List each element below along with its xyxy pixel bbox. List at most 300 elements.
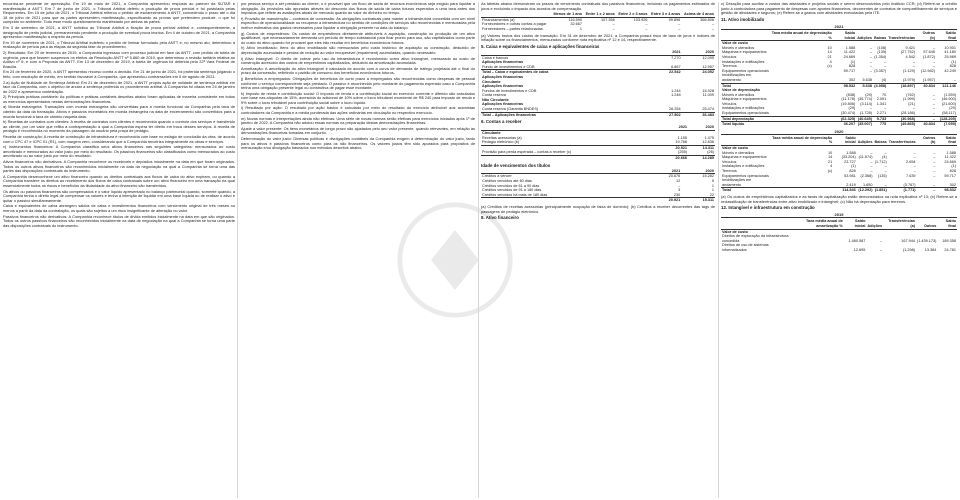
table-cell: – (880, 247, 883, 252)
table-cell: – (933, 155, 936, 160)
row-label: Fornecedores – partes relacionadas (482, 26, 543, 31)
row-label: Aplicações financeiras (482, 84, 524, 89)
table-cell: (29) (848, 106, 856, 111)
table-cell: 302 (848, 77, 856, 82)
column-header: Transferências (888, 136, 917, 146)
table-cell: 40.834 (916, 83, 936, 88)
table-cell: (62.325) (833, 116, 856, 122)
table-cell: – (678, 183, 681, 188)
table-cell: 230 (673, 192, 681, 197)
table-cell: – (645, 22, 648, 27)
row-label: Imobilizações em andamento (722, 73, 752, 82)
table-cell: – (912, 106, 916, 111)
row-label: Instalações e edificações (722, 164, 765, 169)
table-cell: (1.728) (859, 111, 872, 116)
table-cell: 24.781 (944, 247, 956, 252)
table-cell: 5.638 (856, 83, 873, 88)
table-cell: (108) (877, 45, 887, 50)
table-cell: (3.357) (874, 68, 887, 73)
table-cell: 10 (827, 45, 832, 50)
table-cell: (135) (877, 50, 887, 55)
paragraph: Passivos financeiros não derivativos: A Companhia reconhece títulos de dívida emitidos inicialmente na data em que são originados. Todos os outros passivos financeiros são reconhecidos inicialmente na data de negociação na qual a Companhia se torna uma parte das disposições contratuais do instrumento. (3, 213, 235, 228)
section-title: 12. Intangível e infraestrutura em construção (721, 205, 815, 211)
row-label: Equipamentos operacionais (722, 68, 769, 73)
table-cell: 14.285 (688, 156, 715, 161)
table-cell: 36.483 (682, 112, 715, 117)
column-header: Adições (857, 136, 874, 146)
table-cell: (1.771) (888, 188, 917, 193)
column-header: Baixas (873, 31, 887, 41)
column-header: Transferências (887, 31, 916, 41)
table-cell: (1.872) (922, 54, 936, 59)
table-cell: (1.712) (874, 159, 887, 164)
table-cell: 5 (711, 179, 714, 184)
table-cell: 19.766 (675, 140, 688, 145)
table-cell: – (678, 22, 681, 27)
table-cell: 1.155 (677, 135, 688, 140)
table-cell: (1.957) (922, 77, 936, 82)
table-cell: 20.921 (648, 198, 682, 203)
table-cell: (35.007) (857, 122, 872, 127)
column-header: 2020 (681, 169, 715, 174)
row-label: Móveis e utensílios (722, 45, 755, 50)
table-cell: – (870, 159, 873, 164)
row-label: Equipamentos operacionais (722, 173, 769, 178)
table-cell: – (711, 22, 714, 27)
table-cell: (762) (906, 92, 916, 97)
table-cell: 103.926 (633, 17, 648, 22)
table-cell: 59.717 (944, 173, 956, 178)
table-cell: 2.654 (906, 159, 916, 164)
table-cell: 24.669 (944, 159, 956, 164)
column-header: Saldo final (936, 31, 957, 41)
table-cell: 41.180 (944, 50, 956, 55)
table-cell: (30.474) (841, 111, 856, 116)
row-label (481, 198, 648, 203)
table-header-row (721, 219, 957, 229)
paragraph: (a) Os custos de empréstimos capitalizados e as taxas de capitalização estão demonstrados na nota explicativa nº 13; (b) Refere-se a reclassificação de transferências entre ativo imobilizado e intangível; (c) Não há depreciação para terrenos. (721, 193, 957, 204)
table-row (721, 188, 957, 193)
row-label: Conta reserva (Garantia BNDES) (482, 107, 539, 112)
table-cell: (1.999) (903, 97, 916, 102)
column-header: Outros (916, 219, 937, 229)
row-label: Veículos (722, 159, 737, 164)
table-cell (790, 234, 844, 243)
table-cell: 1 (711, 183, 714, 188)
row-label: Instalações e edificações (722, 106, 765, 111)
column-header (721, 31, 770, 41)
paragraph: 2.a) Ação de Nulidade de Sentença Arbitral: Em 21 de dezembro de 2021, a ANTT propôs ação de nulidade de sentença arbitral em face da Companhia, com o objetivo de anular a sentença proferida no procedimento arbitral. A Companhia foi citada em 24 de janeiro de 2022 e apresentou contestação. (3, 79, 235, 94)
column-header: Acima de 4 anos (681, 12, 715, 17)
table-cell: (1.129) (903, 68, 916, 73)
table-cell: (12.292) (858, 188, 873, 193)
table-row (721, 178, 957, 188)
row-label: Aplicações financeiras (482, 102, 524, 107)
row-label: Créditos vencidos de 91 a 180 dias (482, 188, 542, 193)
table-cell: 167.944 (901, 238, 915, 243)
table-cell: 59.717 (843, 68, 856, 73)
table-cell: 3 (678, 188, 681, 193)
table-cell: 116.590 (568, 17, 582, 22)
year-header: 2019 (721, 212, 957, 218)
paragraph: Ativos financeiros não derivativos: A Companhia reconhece os recebíveis e depósitos inicialmente na data em que foram originados. Todos os outros ativos financeiros são reconhecidos inicialmente na data da negociação na qual a Companhia se torna uma das partes das disposições contratuais do instrumento. (3, 159, 235, 174)
table-cell: 9.421 (905, 45, 916, 50)
table-cell: (c) (827, 64, 832, 69)
row-label: Créditos vencidos de 61 a 90 dias (482, 183, 540, 188)
table-cell: – (913, 155, 916, 160)
paragraph: f) Provisão de manutenção – contratos de concessão: As obrigações contratuais para manter a infraestrutura concedida com um nível específico de operacionalidade ou recuperar a infraestrutura no sentido de condições de serviços são reconhecidas e mensuradas pela melhor estimativa dos gastos necessários para liquidar a obrigação presente na data do balanço. (241, 15, 475, 30)
section-title: Idade de vencimentos dos títulos (481, 162, 551, 168)
table-cell: 57.645 (923, 50, 936, 55)
table-cell: 828 (848, 64, 856, 69)
row-label: Total (721, 188, 770, 193)
table-cell: – (884, 64, 887, 69)
row-label: Total – Aplicações financeiras (481, 112, 648, 117)
row-label: Receitas acessórias (a) (482, 135, 522, 140)
paragraph: Caixa e equivalentes de caixa abrangem saldos de caixa e investimentos financeiros com vencimento original de três meses ou menos a partir da data da contratação, os quais são sujeitos a um risco insignificante de alteração no valor. (3, 203, 235, 213)
paragraph: 2) Resultado: Em 20 de fevereiro de 2019, a Companhia ingressou com processo judicial em face da ANTT, com pedido de tutela de urgência, para que fossem suspensos os efeitos da Resolução ANTT nº 5.860 de 2019, que determinou a revisão tarifária relativa ao Aditivo nº 6, e com a Proposta da ANTT. Em 13 de dezembro de 2019, a tutela de urgência foi deferida pela 22ª Vara Federal de Brasília. (3, 49, 235, 69)
table-cell: 5.733 (873, 116, 887, 122)
row-label: Valor de custo (722, 229, 748, 234)
column-header: 2021 (648, 50, 681, 55)
table-cell: – (869, 106, 872, 111)
paragraph: i) Ativo intangível: O direito de cobrar pelo uso da infraestrutura é reconhecido como ativo intangível, mensurado ao custo de construção acrescido dos custos de empréstimos capitalizados, deduzido da amortização acumulada. (241, 55, 475, 66)
row-label: Direitos de uso de sistemas informatizados (722, 243, 769, 252)
table-cell: 32.667 (570, 22, 582, 27)
table-cell: 10 (828, 150, 833, 155)
row-label: Máquinas e equipamentos (722, 155, 767, 160)
table-row (721, 122, 957, 127)
table-cell: 1.475 (704, 135, 714, 140)
column-header: Saldo inicial (833, 31, 856, 41)
table-cell: 25.989 (944, 54, 956, 59)
table-cell: 2.051 (876, 97, 887, 102)
table-row (481, 112, 715, 117)
row-label: Terrenos (722, 64, 737, 69)
imobilizado-2021-table (721, 31, 957, 127)
table-cell: – (869, 54, 872, 59)
aging-table (481, 169, 715, 203)
column-header: Saldo final (937, 219, 957, 229)
table-cell: 5.638 (862, 77, 872, 82)
paragraph: a) Moeda estrangeira: Transações com moeda estrangeira são convertidas para a moeda funcional da Companhia pela taxa de câmbio da data da transação. Ativos e passivos monetários em moeda estrangeira na data de encerramento são convertidos para a moeda funcional à taxa de câmbio naquela data. (3, 104, 235, 119)
row-label: Veículos (722, 101, 737, 106)
table-row (481, 198, 715, 203)
table-cell: (135) (877, 173, 887, 178)
row-label: Aplicações financeiras (482, 74, 524, 79)
table-cell: 21 (827, 54, 832, 59)
column-header: Taxa média anual de depreciação % (772, 135, 833, 145)
table-cell: (18.897) (887, 83, 916, 88)
table-cell: 11.422 (843, 50, 856, 55)
column-divider (478, 2, 479, 498)
section-title: 6. Contas a receber (481, 119, 522, 125)
paragraph: Em 24 de fevereiro de 2020, a ANTT apresentou recurso contra a decisão. Em 21 de junho de 2021, foi proferida sentença julgando o feito, com resolução de mérito, em sentido favorável à Companhia, que apresentou contrarrazões em 5 de agosto de 2021. (3, 69, 235, 79)
table-cell: (c) (827, 169, 833, 174)
row-label: Equipamentos operacionais (722, 111, 769, 116)
table-cell: – (870, 150, 873, 155)
table-cell: 24.052 (682, 70, 715, 75)
table-cell: (27.752) (900, 50, 916, 55)
table-cell (770, 122, 833, 127)
row-label: Créditos a vencer (482, 174, 512, 179)
table-cell: 1.650 (862, 182, 873, 187)
table-cell: 12.095 (702, 55, 714, 60)
paragraph: Ajuste a valor presente: Os itens monetários de longo prazo são ajustados pelo seu valor presente, quando relevantes, em relação às demonstrações financeiras tomadas em conjunto. (241, 125, 475, 136)
column-3 (481, 2, 715, 498)
table-cell (790, 243, 844, 252)
column-divider (237, 2, 238, 498)
table-cell: 1.588 (946, 150, 956, 155)
paragraph: c) Desação para auxiliar a custos das atividades e projetos sociais e serem desenvolvidos pelo Instituto CCR; (d) Refere-se a crédito junto à controladora para pagamento de despesas com aportes financeiros, decorrentes de contratos de compartilhamento de serviços e gestão de atividades e seguros; (e) Refere-se a gastos com atividades executadas pela ITE. (721, 2, 957, 16)
column-header: 2020 (688, 125, 715, 130)
table-cell: (21.600) (941, 101, 956, 106)
table-cell: (3.979) (903, 77, 916, 82)
table-row (481, 27, 715, 32)
table-cell: 828 (949, 64, 956, 69)
table-cell: 14 (827, 50, 832, 55)
paragraph: g) Custos de empréstimos: Os custos de empréstimos diretamente atribuíveis à aquisição, construção ou produção de um ativo qualificável, que necessariamente demanda um período de tempo substancial para ficar pronto para uso, são capitalizados como parte do custo do ativo quando for provável que eles irão resultar em benefícios econômicos futuros. (241, 30, 475, 45)
table-cell: (3.767) (903, 182, 916, 187)
paragraph: 2) Principais práticas contábeis: As políticas e práticas contábeis descritas abaixo foram aplicadas de maneira consistente em todos os exercícios apresentados nestas demonstrações financeiras. (3, 94, 235, 104)
table-cell: 22.542 (648, 70, 681, 75)
table-cell: (11.574) (858, 155, 873, 160)
paragraph: Amortização: A amortização do ativo intangível é calculada de acordo com a curva de demanda de tráfego projetada até o final do prazo da concessão, refletindo o padrão de consumo dos benefícios econômicos futuros. (241, 65, 475, 76)
table-cell: 2.419 (846, 182, 856, 187)
table-cell: 1.341 (876, 101, 887, 106)
table-cell: 22 (709, 192, 714, 197)
table-cell: 11.009 (702, 93, 714, 98)
table-cell: (1) (851, 164, 856, 169)
paragraph: b) Receitas de contratos com clientes: A receita de contratos com clientes é reconhecida quando o controle dos serviços é transferido ao cliente, por um valor que reflita a contraprestação à qual a Companhia espera ter direito em troca desses serviços. A receita de pedágio é reconhecida no momento da passagem do usuário pela praça de pedágio. (3, 119, 235, 134)
year-header: 2021 (721, 24, 957, 30)
table-cell: 302 (949, 182, 956, 187)
table-cell: 1.460.587 (848, 238, 866, 243)
row-label: Máquinas e equipamentos (722, 97, 767, 102)
paragraph: c) Instrumentos financeiros: A Companhia classifica seus ativos financeiros nas seguintes categorias: mensurados ao custo amortizado e mensurados ao valor justo por meio do resultado. Os passivos financeiros são classificados como mensurados ao custo amortizado ou ao valor justo por meio do resultado. (3, 144, 235, 159)
table-cell: 53.981 (844, 173, 856, 178)
column-header: Baixas (874, 136, 888, 146)
table-cell: – (933, 150, 936, 155)
table-cell: – (870, 169, 873, 174)
table-cell: (21) (908, 101, 916, 106)
row-label: Veículos (722, 54, 737, 59)
table-cell: 12.836 (702, 140, 714, 145)
table-cell: (35.774) (857, 97, 872, 102)
imobilizado-2020-table (721, 136, 957, 193)
table-cell: (46.900) (941, 97, 956, 102)
column-header: Entre 3 e 4 anos (649, 12, 682, 17)
table-cell: 7.639 (906, 173, 916, 178)
table-cell: 15.928 (702, 88, 714, 93)
row-label (481, 156, 661, 161)
table-cell: 1.248 (671, 93, 681, 98)
table-cell: 1.588 (845, 45, 856, 50)
table-cell: 15.282 (702, 174, 714, 179)
table-cell: 27.502 (648, 112, 681, 117)
table-cell: – (869, 64, 872, 69)
table-cell: 98.532 (936, 188, 957, 193)
table-cell: 23.727 (844, 159, 856, 164)
table-cell: (1.851) (874, 188, 887, 193)
table-cell: – (932, 92, 936, 97)
table-cell: 12 (676, 179, 681, 184)
row-label: Créditos vencidos até 60 dias (482, 179, 532, 184)
table-cell: 1 (711, 188, 714, 193)
row-label: Fornecedores e outras contas a pagar (482, 22, 547, 27)
table-cell: 12.957 (702, 64, 714, 69)
table-cell: 121.146 (936, 83, 957, 88)
table-cell: (1) (951, 59, 956, 64)
table-cell: (1.559) (943, 92, 956, 97)
table-cell: 10.901 (944, 45, 956, 50)
table-cell: – (913, 169, 916, 174)
table-cell: – (933, 173, 936, 178)
table-cell: 775 (873, 122, 887, 127)
table-cell: (29) (865, 92, 872, 97)
table-cell: 42.249 (944, 68, 956, 73)
column-4 (721, 2, 957, 498)
table-cell: 26.254 (669, 107, 681, 112)
row-label: Fundo de investimentos e CDB (482, 64, 535, 69)
column-header: Taxa média anual de amortização % (790, 219, 844, 229)
table-cell: (2.368) (860, 173, 873, 178)
table-cell: (1.439.173) (916, 238, 937, 243)
row-label: Total líquido (721, 122, 770, 127)
table-cell: (33.204) (841, 155, 856, 160)
table-cell: 4 (829, 59, 832, 64)
table-row (721, 243, 957, 252)
table-cell: (58.117) (942, 111, 956, 116)
table-cell: 36.207 (833, 122, 856, 127)
column-header: 2021 (648, 169, 682, 174)
table-cell (770, 73, 833, 83)
row-label: Valor de custo (722, 41, 748, 46)
table-cell: (1) (850, 59, 856, 64)
table-cell: (838) (846, 92, 856, 97)
column-header: Menos de 1 ano (551, 12, 583, 17)
table-cell: 25.474 (702, 107, 714, 112)
table-cell: – (884, 59, 887, 64)
table-cell: 20.666 (661, 156, 688, 161)
table-cell: – (932, 101, 936, 106)
paragraph: j) Benefícios a empregados: Obrigações de benefícios de curto prazo a empregados são reconhecidas como despesas de pessoal conforme o serviço correspondente seja prestado. O passivo é reconhecido pelo montante do pagamento esperado caso a Companhia tenha uma obrigação presente legal ou construtiva de pagar esse montante. (241, 75, 475, 91)
column-header: Adições (866, 219, 883, 229)
row-label: Fundos de investimentos e CDB (482, 88, 537, 93)
row-label: Conta reserva (482, 93, 506, 98)
paragraph: Em 3 de setembro de 2021, a ANTT solicitou ao Tribunal Arbitral a fixação de prova pericial arbitral e, consequentemente, a designação de perito judicial, permanecendo pendente a produção de eventual prova técnica. Em 4 de outubro de 2021, a Companhia apresentou manifestação a respeito da perícia. (3, 24, 235, 40)
table-cell: – (884, 169, 887, 174)
column-header: 2021 (661, 125, 688, 130)
row-label: Financiamentos (a) (482, 17, 515, 22)
paragraph: Em 19 de novembro de 2021, o Tribunal Arbitral indeferiu o pedido de liminar formulado pela ANTT e, no mesmo ato, determinou a realização de perícia para as etapas da segunda fase do procedimento. (3, 39, 235, 50)
table-cell: – (884, 164, 887, 169)
table-cell: (12.982) (920, 68, 936, 73)
table-cell: 1.588 (846, 150, 856, 155)
table-cell: (1.298) (902, 247, 915, 252)
table-cell: – (933, 182, 936, 187)
table-cell: – (884, 106, 887, 111)
table-cell: – (884, 150, 887, 155)
table-cell: (40.645) (857, 116, 872, 121)
row-label: Valor de depreciação (722, 88, 760, 93)
table-cell: (11.178) (841, 97, 856, 102)
table-cell: – (869, 45, 872, 50)
column-header: Saldo inicial (844, 219, 867, 229)
row-label: Valor de custo (722, 146, 748, 151)
table-cell: – (933, 164, 936, 169)
column-1 (3, 2, 235, 498)
table-cell: 70 (882, 92, 887, 97)
row-label: Pedágio eletrônico (b) (482, 140, 520, 145)
table-cell: – (917, 188, 937, 193)
column-header: Saldo inicial (833, 136, 856, 146)
column-header (721, 136, 770, 146)
table-row (481, 156, 715, 161)
table-cell: – (711, 26, 714, 31)
paragraph: k) Imposto de renda e contribuição social: O imposto de renda e a contribuição social do exercício corrente e diferido são calculados com base nas alíquotas de 15%, acrescida do adicional de 10% sobre o lucro tributável excedente de R$ 240 para imposto de renda e 9% sobre o lucro tributável para contribuição social sobre o lucro líquido. (241, 90, 475, 105)
row-label: Provisão para perda esperada – contas a receber (c) (482, 150, 572, 155)
table-cell: – (869, 59, 872, 64)
table-cell: (26) (707, 150, 714, 155)
column-2 (241, 2, 475, 498)
row-label: Circulante (482, 131, 501, 136)
column-header: Entre 1 e 2 anos (583, 12, 616, 17)
table-cell: (29) (949, 106, 956, 111)
table-cell (770, 188, 833, 193)
table-cell: 828 (949, 169, 956, 174)
row-label: Imobilizações em andamento (722, 178, 752, 187)
table-cell: – (912, 59, 916, 64)
table-cell: (128.205) (936, 116, 957, 122)
table-cell: – (933, 159, 936, 164)
table-row (721, 73, 957, 83)
table-cell: (28.186) (900, 111, 916, 116)
table-row (721, 234, 957, 243)
column-header: Entre 2 e 3 anos (616, 12, 649, 17)
table-cell: 828 (849, 169, 856, 174)
table-cell: – (884, 182, 887, 187)
table-cell: 6.867 (671, 64, 681, 69)
column-header: Outros (b) (916, 31, 936, 41)
column-header: Transferências (a) (883, 219, 916, 229)
section-title: 11. Ativo imobilizado (721, 16, 765, 22)
table-cell: 99.896 (668, 17, 681, 22)
table-cell: 4 (830, 164, 833, 169)
table-cell: – (869, 50, 872, 55)
table-cell: (4) (882, 155, 887, 160)
paragraph: encontra-se pendente de apreciação. Em 19 de maio de 2021, a Companhia apresentou resposta ao parecer da SUTAR e manifestação à ANTT. Em 7 de junho de 2021, o Tribunal Arbitral deferiu a produção de prova pericial e foi postulada pelas Requerentes. Em 15 de julho de 2021, o Tribunal Arbitral reiterou o pedido de esclarecimento à ANTT, concedendo o prazo até o dia 18 de julho de 2021 para que as partes apresentem manifestação, especificando as provas que pretendem produzir, o que foi cumprido no ambiente. Todo esse modo questionamento manifestado por ambas as partes. (3, 2, 235, 25)
row-label: Direitos de exploração da infraestrutura concedida (722, 234, 789, 243)
table-cell: – (932, 106, 936, 111)
maturity-table (481, 12, 715, 31)
section-title: 8. Ativo financeiro (481, 215, 519, 221)
table-cell: – (932, 45, 936, 50)
row-label: Máquinas e equipamentos (722, 50, 767, 55)
section-title: 5. Caixa e equivalentes de caixa e aplicações financeiras (481, 43, 600, 49)
column-header: 2020 (682, 50, 715, 55)
table-cell: 40.834 (916, 122, 936, 127)
table-cell: 12.695 (853, 247, 866, 252)
receivables-table (481, 125, 715, 160)
row-label: Total (721, 83, 770, 88)
table-cell: (4.958) (874, 83, 887, 88)
table-cell: 14.311 (688, 145, 715, 150)
paragraph: Determinação do valor justo: Diversas políticas e divulgações contábeis da Companhia exigem a determinação do valor justo, tanto para os ativos e passivos financeiros como para os não financeiros. Os valores justos têm sido apurados para propósitos de mensuração e/ou divulgação baseados nos métodos descritos abaixo. (241, 136, 475, 151)
row-label: Móveis e utensílios (722, 150, 755, 155)
table-cell: – (870, 164, 873, 169)
table-cell: – (916, 116, 936, 122)
